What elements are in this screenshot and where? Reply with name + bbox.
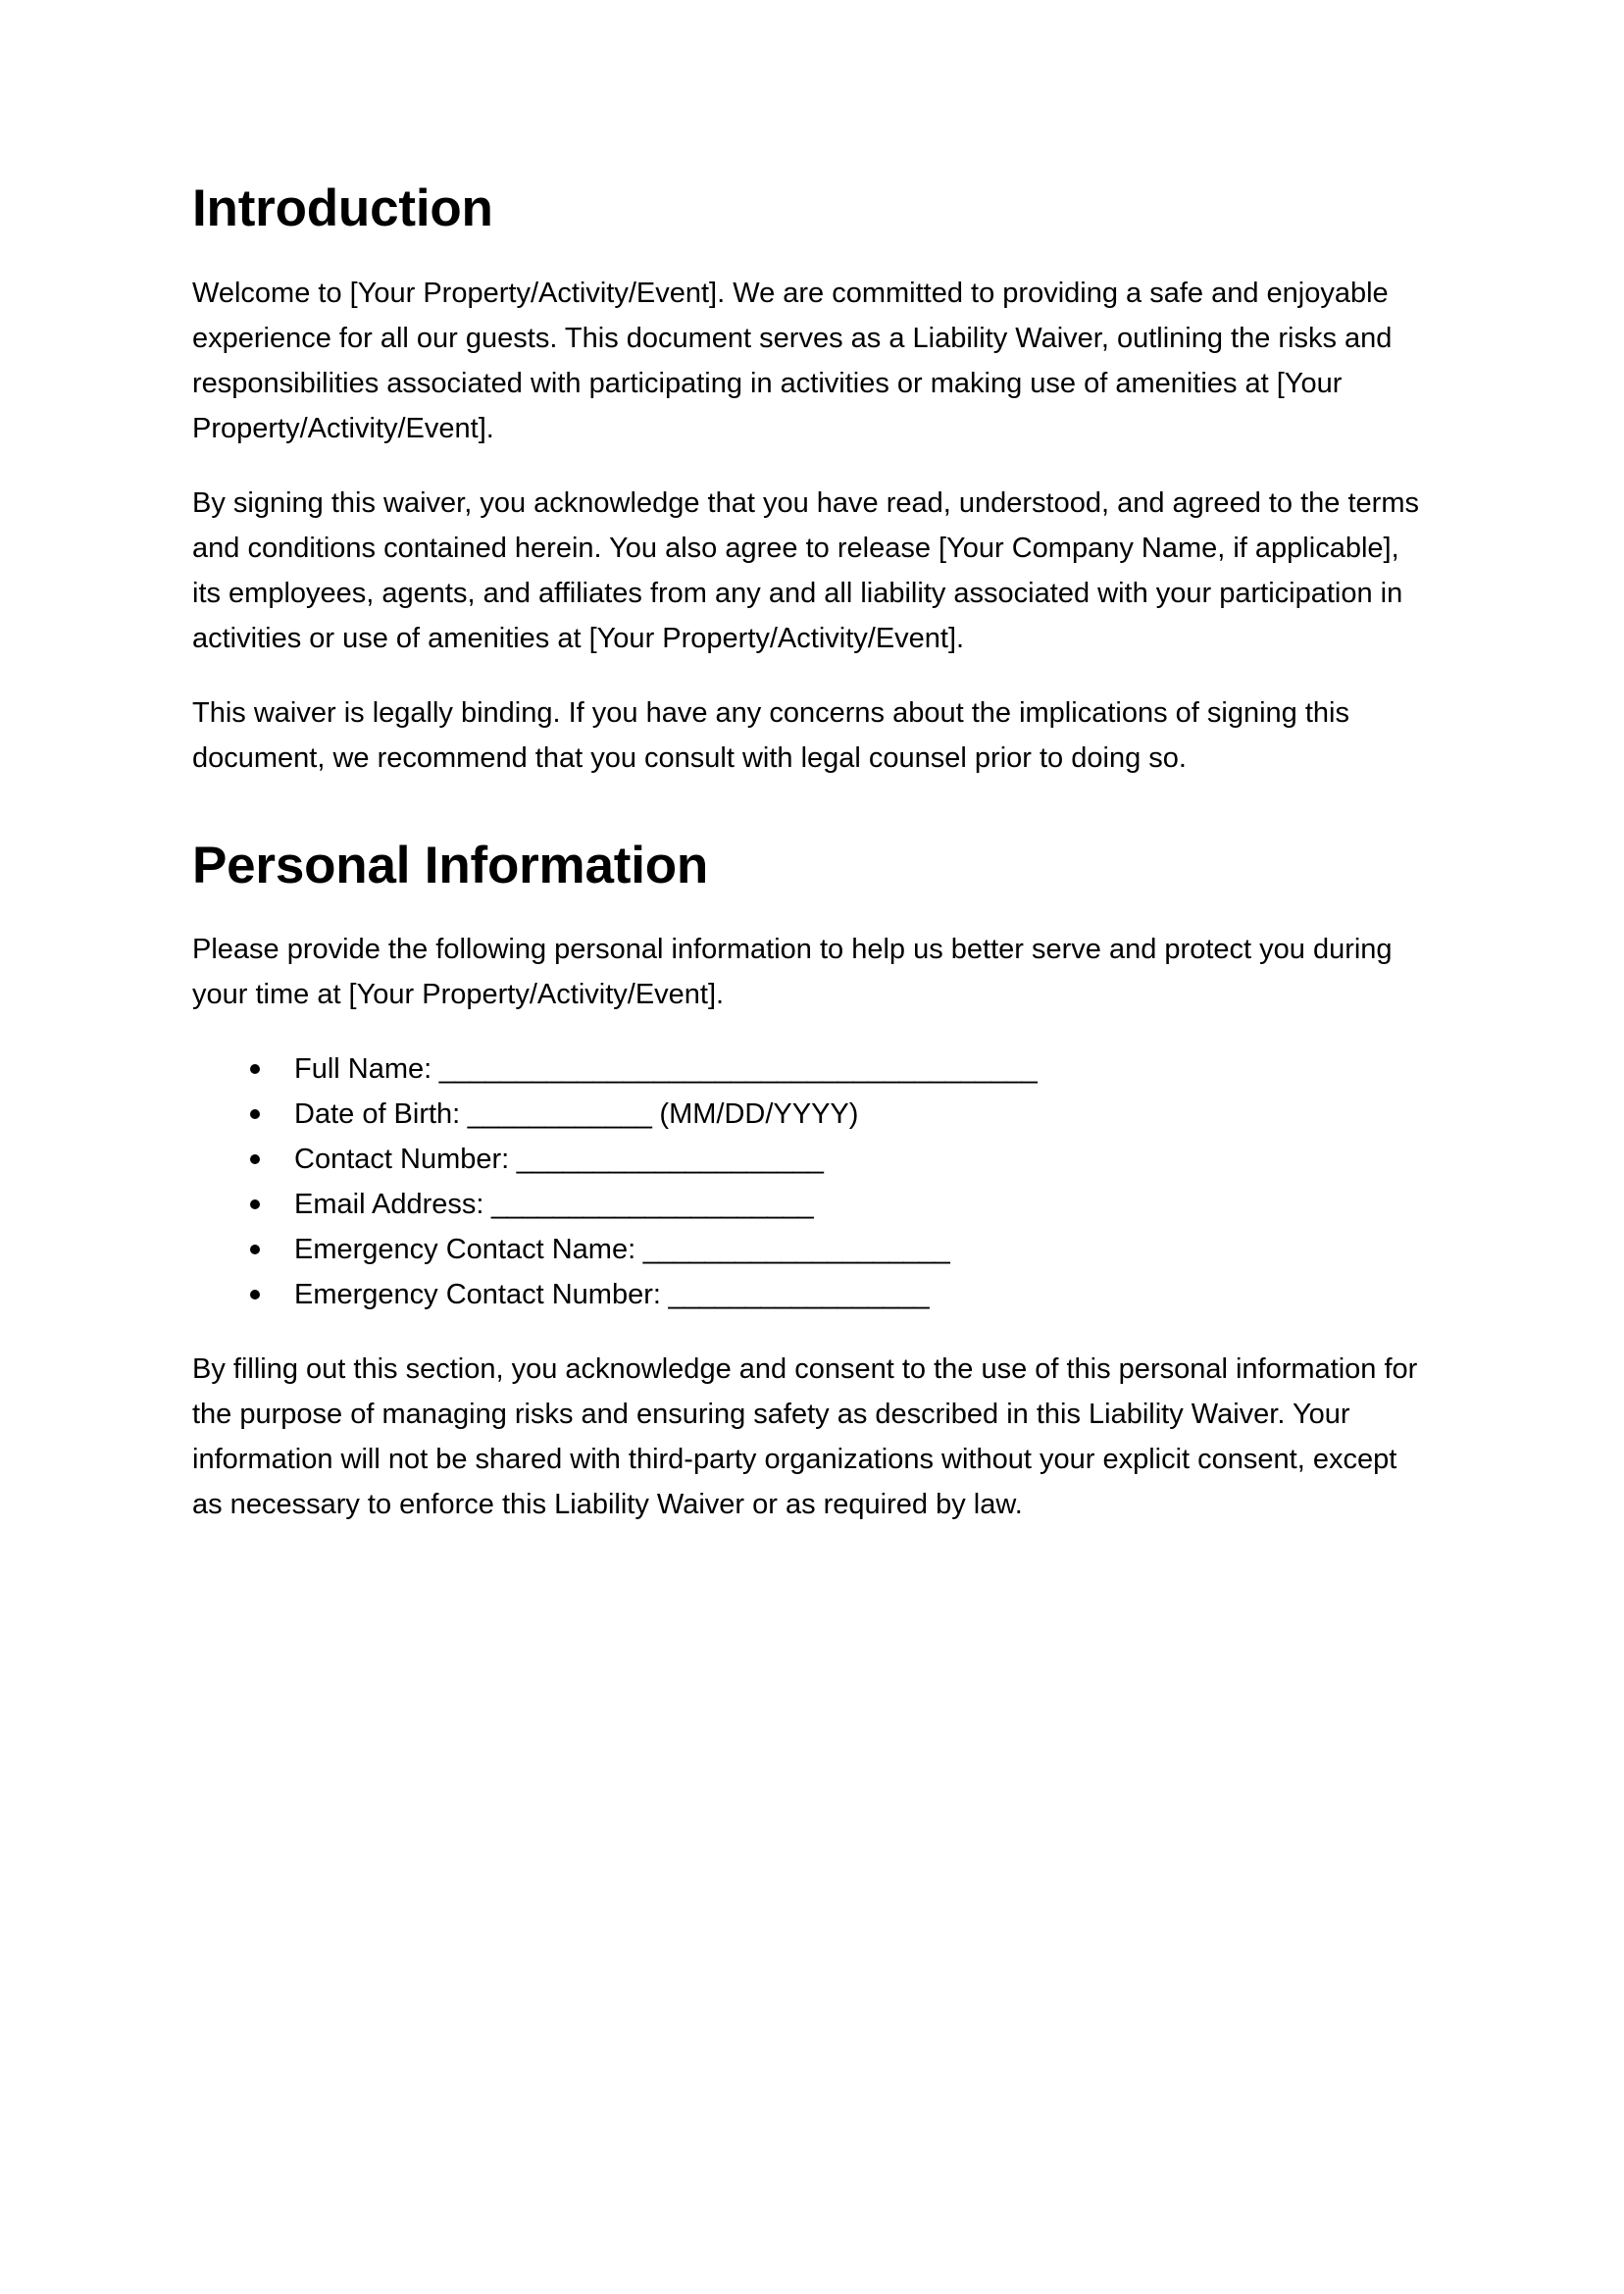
document-body xyxy=(192,178,1430,1527)
bullet-icon xyxy=(250,1290,260,1300)
list-item-email-address xyxy=(192,1182,1430,1227)
introduction-heading: Introduction xyxy=(192,179,493,237)
field-label: Emergency Contact Number: xyxy=(294,1279,661,1311)
field-label: Full Name: xyxy=(294,1053,432,1086)
introduction-paragraph-1: Welcome to [Your Property/Activity/Event]. We are committed to providing a safe and enjoyable experience for all our guests. This document serves as a Liability Waiver, outlining the risks and responsibilities associated with participating in activities or making use of amenities at [Your Property/Activity/Event]. xyxy=(192,277,1393,444)
field-label: Date of Birth: xyxy=(294,1098,461,1131)
list-item-emergency-contact-number xyxy=(192,1272,1430,1317)
field-blank[interactable]: _____________________ xyxy=(483,1189,814,1221)
personal-information-closing-paragraph: By filling out this section, you acknowledge and consent to the use of this personal information for the purpose of managing risks and ensuring safety as described in this Liability Waiver. Your information will not be shared with third-party organizations without your explicit consent, except as necessary to enforce this Liability Waiver or as required by law. xyxy=(192,1353,1418,1521)
section-introduction xyxy=(192,178,1430,781)
field-blank[interactable]: ____________________ xyxy=(635,1234,950,1266)
field-suffix: (MM/DD/YYYY) xyxy=(651,1098,859,1131)
personal-information-heading: Personal Information xyxy=(192,836,709,894)
introduction-paragraph-2: By signing this waiver, you acknowledge that you have read, understood, and agreed to the terms and conditions contained herein. You also agree to release [Your Company Name, if applicable], its employees, agents, and affiliates from any and all liability associated with your participation in activities or use of amenities at [Your Property/Activity/Event]. xyxy=(192,486,1419,654)
bullet-icon xyxy=(250,1109,260,1119)
bullet-icon xyxy=(250,1064,260,1074)
field-blank[interactable]: _________________ xyxy=(660,1279,930,1311)
field-label: Email Address: xyxy=(294,1189,484,1221)
bullet-icon xyxy=(250,1245,260,1254)
section-personal-information xyxy=(192,836,1430,1528)
field-blank[interactable]: ____________________ xyxy=(509,1144,824,1176)
list-item-contact-number xyxy=(192,1137,1430,1182)
introduction-paragraph-3: This waiver is legally binding. If you have any concerns about the implications of signing this document, we recommend that you consult with legal counsel prior to doing so. xyxy=(192,696,1349,774)
list-item-emergency-contact-name xyxy=(192,1227,1430,1272)
list-item-full-name xyxy=(192,1046,1430,1092)
bullet-icon xyxy=(250,1154,260,1164)
bullet-icon xyxy=(250,1199,260,1209)
field-blank[interactable]: _______________________________________ xyxy=(431,1053,1038,1086)
field-label: Emergency Contact Name: xyxy=(294,1234,636,1266)
personal-information-field-list xyxy=(192,1046,1430,1317)
field-blank[interactable]: ____________ xyxy=(460,1098,652,1131)
list-item-date-of-birth xyxy=(192,1092,1430,1137)
personal-information-intro-paragraph: Please provide the following personal information to help us better serve and protect you during your time at [Your Property/Activity/Event]. xyxy=(192,934,1393,1011)
field-label: Contact Number: xyxy=(294,1144,510,1176)
